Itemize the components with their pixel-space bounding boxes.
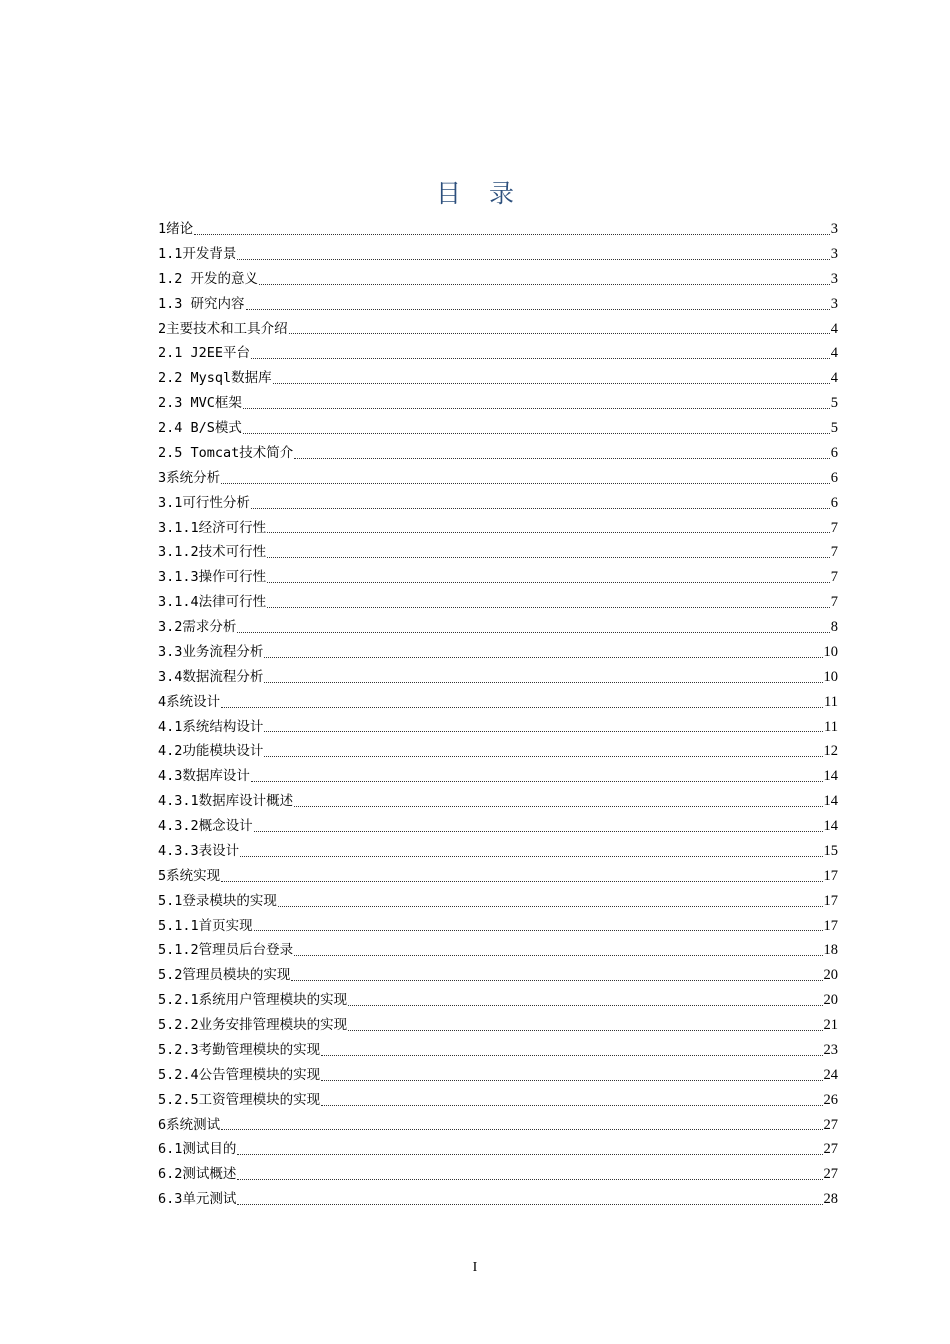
toc-entry[interactable] [158, 366, 838, 391]
toc-leader-dots [243, 419, 830, 434]
toc-entry-label: 5.2.4公告管理模块的实现 [158, 1066, 321, 1083]
toc-entry[interactable] [158, 590, 838, 615]
toc-leader-dots [348, 1016, 822, 1031]
toc-entry-label: 5.1.1首页实现 [158, 917, 253, 934]
toc-entry-page: 28 [823, 1191, 838, 1208]
toc-leader-dots [264, 668, 822, 683]
toc-entry-page: 11 [824, 693, 838, 710]
title-char-2: 录 [489, 179, 515, 208]
toc-entry-page: 6 [830, 469, 838, 486]
toc-leader-dots [264, 717, 823, 732]
toc-entry-label: 5.1登录模块的实现 [158, 892, 277, 909]
toc-entry-label: 4.3数据库设计 [158, 768, 250, 785]
toc-entry-page: 21 [823, 1017, 838, 1033]
toc-leader-dots [254, 916, 823, 931]
toc-entry-label: 2.2 Mysql数据库 [158, 370, 272, 387]
toc-entry-page: 5 [830, 395, 838, 412]
toc-entry[interactable] [158, 963, 838, 988]
toc-entry[interactable] [158, 416, 838, 441]
toc-leader-dots [221, 1115, 822, 1130]
toc-entry-label: 6系统测试 [158, 1116, 221, 1133]
toc-entry[interactable] [158, 739, 838, 764]
toc-entry-label: 6.3单元测试 [158, 1191, 237, 1208]
toc-entry-label: 6.2测试概述 [158, 1166, 237, 1183]
toc-entry-page: 7 [830, 544, 838, 561]
toc-entry-label: 1.3 研究内容 [158, 295, 245, 312]
toc-entry[interactable] [158, 889, 838, 914]
toc-leader-dots [267, 518, 830, 533]
toc-entry-label: 3.3业务流程分析 [158, 643, 264, 660]
toc-entry-page: 7 [830, 519, 838, 536]
toc-leader-dots [243, 394, 830, 409]
toc-entry-label: 3.2需求分析 [158, 619, 237, 635]
toc-entry-label: 5系统实现 [158, 867, 221, 884]
toc-entry[interactable] [158, 292, 838, 317]
toc-entry-page: 20 [823, 967, 838, 984]
toc-entry-page: 14 [823, 818, 838, 834]
toc-leader-dots [348, 991, 822, 1006]
toc-entry[interactable] [158, 441, 838, 466]
toc-leader-dots [264, 643, 822, 658]
toc-leader-dots [291, 966, 822, 981]
toc-entry-page: 12 [823, 743, 838, 760]
toc-entry-label: 3.1.1经济可行性 [158, 519, 267, 536]
toc-entry-label: 4系统设计 [158, 693, 221, 710]
toc-leader-dots [251, 767, 823, 782]
toc-leader-dots [294, 792, 822, 807]
footer-page-number: I [472, 1260, 478, 1275]
toc-entry-label: 2主要技术和工具介绍 [158, 320, 288, 337]
toc-entry-label: 1.2 开发的意义 [158, 270, 259, 287]
toc-entry[interactable] [158, 1088, 838, 1113]
toc-entry[interactable] [158, 914, 838, 939]
toc-entry-page: 8 [830, 619, 838, 635]
toc-entry-label: 3.4数据流程分析 [158, 668, 264, 685]
toc-entry-page: 14 [823, 768, 838, 785]
toc-entry-page: 17 [823, 917, 838, 934]
toc-entry-page: 6 [830, 494, 838, 511]
toc-entry[interactable] [158, 491, 838, 516]
table-of-contents [158, 217, 838, 1212]
toc-entry-page: 27 [823, 1166, 838, 1183]
toc-entry-page: 4 [830, 370, 838, 387]
toc-entry-label: 5.1.2管理员后台登录 [158, 942, 294, 959]
toc-entry-page: 20 [823, 992, 838, 1009]
toc-entry[interactable] [158, 615, 838, 640]
toc-leader-dots [251, 344, 830, 359]
toc-entry-page: 24 [823, 1066, 838, 1083]
toc-entry[interactable] [158, 516, 838, 541]
toc-entry-page: 15 [823, 842, 838, 859]
toc-entry-page: 7 [830, 569, 838, 586]
toc-entry-page: 17 [823, 892, 838, 909]
toc-leader-dots [221, 469, 830, 484]
toc-entry-page: 17 [823, 867, 838, 884]
toc-entry-label: 6.1测试目的 [158, 1141, 237, 1158]
toc-entry[interactable] [158, 1063, 838, 1088]
toc-entry-label: 3.1.4法律可行性 [158, 594, 267, 611]
toc-entry-label: 3.1.3操作可行性 [158, 569, 267, 586]
toc-entry-page: 23 [823, 1041, 838, 1058]
toc-leader-dots [194, 220, 830, 235]
toc-entry[interactable] [158, 988, 838, 1013]
toc-entry[interactable] [158, 1162, 838, 1187]
toc-entry[interactable] [158, 814, 838, 839]
toc-entry-label: 3.1可行性分析 [158, 494, 250, 511]
toc-entry[interactable] [158, 864, 838, 889]
page-title [0, 174, 950, 214]
toc-leader-dots [289, 319, 830, 334]
toc-entry-page: 26 [823, 1091, 838, 1108]
toc-leader-dots [237, 1190, 822, 1205]
toc-entry-label: 2.3 MVC框架 [158, 395, 242, 412]
toc-entry[interactable] [158, 1187, 838, 1212]
toc-leader-dots [251, 494, 830, 509]
toc-entry-label: 5.2.3考勤管理模块的实现 [158, 1041, 321, 1058]
toc-leader-dots [264, 742, 822, 757]
title-char-1: 目 [435, 179, 461, 208]
toc-entry[interactable] [158, 938, 838, 963]
toc-entry-page: 4 [830, 320, 838, 337]
toc-entry-page: 18 [823, 942, 838, 959]
toc-leader-dots [273, 369, 830, 384]
toc-entry[interactable] [158, 317, 838, 342]
toc-leader-dots [321, 1041, 822, 1056]
toc-entry-label: 2.5 Tomcat技术简介 [158, 444, 294, 461]
toc-entry[interactable] [158, 466, 838, 491]
toc-entry[interactable] [158, 665, 838, 690]
toc-entry-label: 3.1.2技术可行性 [158, 544, 267, 561]
toc-entry[interactable] [158, 839, 838, 864]
toc-entry-page: 3 [830, 295, 838, 312]
toc-entry[interactable] [158, 242, 838, 267]
toc-entry-label: 5.2管理员模块的实现 [158, 967, 291, 984]
toc-entry[interactable] [158, 565, 838, 590]
toc-leader-dots [267, 543, 830, 558]
toc-leader-dots [221, 867, 822, 882]
toc-entry-label: 1.1开发背景 [158, 245, 237, 262]
toc-entry-page: 3 [830, 245, 838, 262]
toc-leader-dots [237, 1165, 822, 1180]
toc-leader-dots [221, 693, 823, 708]
toc-entry-page: 14 [823, 793, 838, 810]
toc-leader-dots [321, 1091, 822, 1106]
toc-entry-page: 10 [823, 668, 838, 685]
toc-entry-page: 4 [830, 345, 838, 362]
toc-entry-label: 4.3.1数据库设计概述 [158, 793, 294, 810]
toc-leader-dots [259, 270, 830, 285]
toc-entry-label: 4.3.3表设计 [158, 842, 240, 859]
toc-leader-dots [237, 618, 829, 633]
toc-entry[interactable] [158, 715, 838, 740]
toc-leader-dots [237, 245, 829, 260]
toc-leader-dots [254, 817, 823, 832]
toc-entry[interactable] [158, 540, 838, 565]
toc-entry[interactable] [158, 764, 838, 789]
toc-entry-page: 6 [830, 444, 838, 461]
toc-entry[interactable] [158, 217, 838, 242]
toc-entry[interactable] [158, 1013, 838, 1038]
toc-leader-dots [237, 1140, 822, 1155]
toc-entry[interactable] [158, 789, 838, 814]
toc-entry[interactable] [158, 640, 838, 665]
toc-entry-page: 3 [830, 270, 838, 287]
toc-entry[interactable] [158, 1113, 838, 1138]
toc-entry-page: 27 [823, 1141, 838, 1158]
toc-entry[interactable] [158, 1137, 838, 1162]
toc-entry[interactable] [158, 391, 838, 416]
toc-leader-dots [321, 1066, 822, 1081]
toc-entry-page: 10 [823, 643, 838, 660]
toc-leader-dots [294, 444, 829, 459]
toc-entry-label: 3系统分析 [158, 469, 221, 486]
toc-entry-label: 5.2.5工资管理模块的实现 [158, 1091, 321, 1108]
toc-entry-label: 2.4 B/S模式 [158, 420, 242, 436]
toc-entry[interactable] [158, 1038, 838, 1063]
toc-entry[interactable] [158, 267, 838, 292]
toc-entry-page: 5 [830, 420, 838, 436]
toc-leader-dots [267, 593, 830, 608]
toc-entry-label: 5.2.2业务安排管理模块的实现 [158, 1017, 348, 1033]
toc-entry-page: 7 [830, 594, 838, 611]
toc-entry-page: 11 [824, 718, 838, 735]
toc-leader-dots [294, 941, 822, 956]
toc-entry-label: 5.2.1系统用户管理模块的实现 [158, 992, 348, 1009]
toc-leader-dots [246, 295, 830, 310]
toc-leader-dots [240, 842, 822, 857]
toc-entry[interactable] [158, 690, 838, 715]
toc-entry-page: 3 [830, 221, 838, 237]
toc-entry[interactable] [158, 341, 838, 366]
toc-entry-label: 4.1系统结构设计 [158, 718, 264, 735]
toc-leader-dots [278, 892, 823, 907]
toc-entry-label: 1绪论 [158, 221, 194, 237]
toc-leader-dots [267, 568, 830, 583]
toc-entry-label: 4.2功能模块设计 [158, 743, 264, 760]
toc-entry-label: 4.3.2概念设计 [158, 818, 253, 834]
toc-entry-label: 2.1 J2EE平台 [158, 345, 251, 362]
toc-entry-page: 27 [823, 1116, 838, 1133]
